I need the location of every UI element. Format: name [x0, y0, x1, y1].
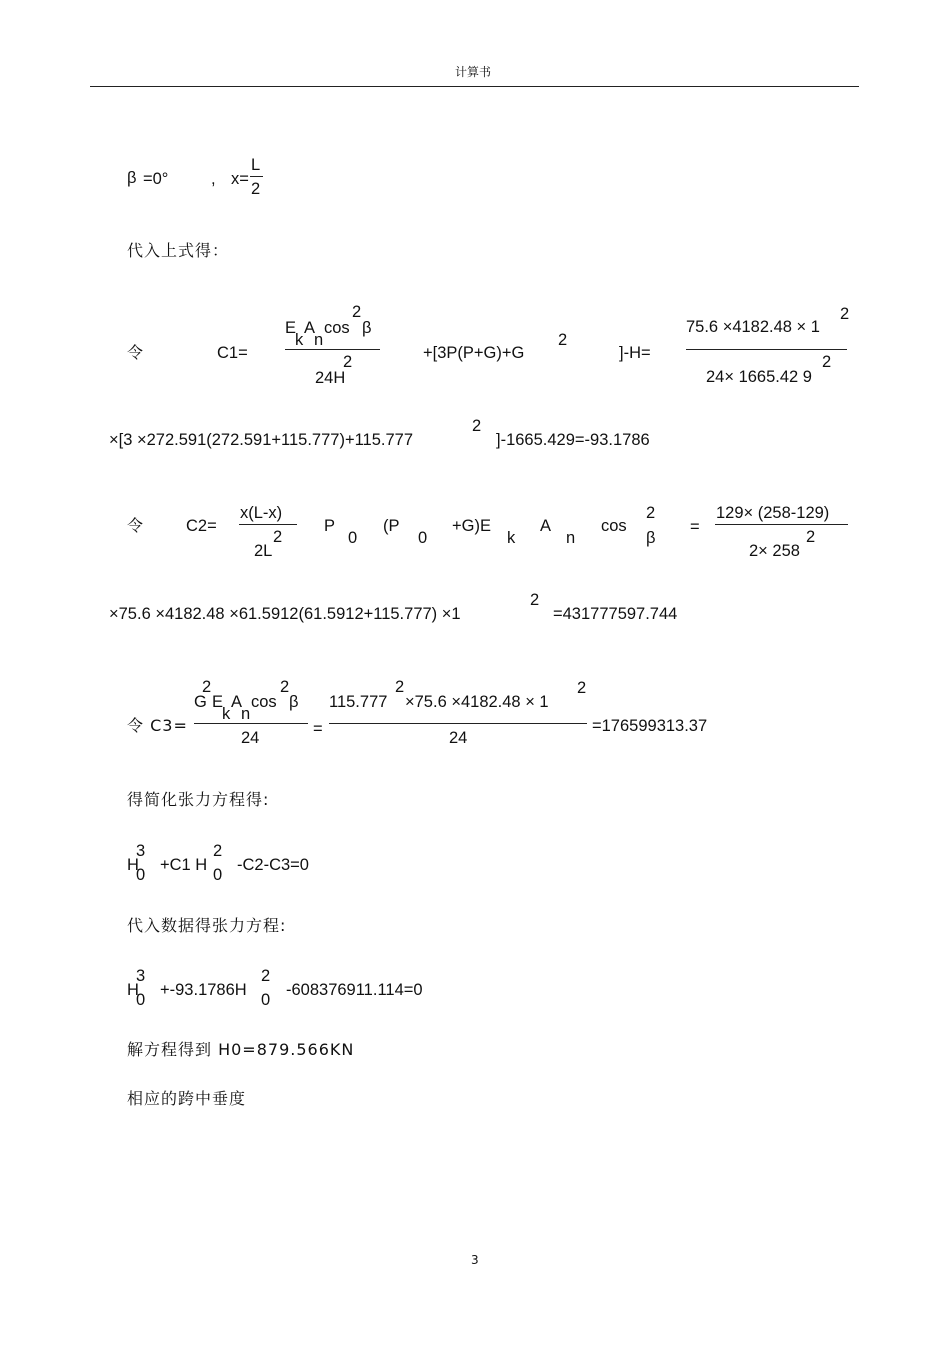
beta-value: =0°	[143, 170, 169, 188]
c1-num-cos: cos	[324, 319, 350, 337]
page-header-title: 计算书	[455, 65, 492, 79]
eq1-sub0b: 0	[213, 866, 223, 884]
c1-ling: 令	[127, 343, 145, 362]
c1-mid: +[3P(P+G)+G	[423, 344, 525, 362]
header-rule	[90, 86, 859, 87]
c1-den-24H: 24H	[315, 369, 346, 387]
c2-beta: β	[646, 529, 656, 547]
c1-rhs-num: 75.6 ×4182.48 × 1	[686, 318, 820, 336]
c3-fraction-line	[194, 723, 308, 724]
eq2-mid: +-93.1786H	[160, 981, 247, 999]
c3-num-cos: cos	[251, 693, 277, 711]
c1-num-sq: 2	[352, 303, 362, 321]
c3-rhs-num-rest: ×75.6 ×4182.48 × 1	[405, 693, 549, 711]
c1-num-A: A	[304, 319, 316, 337]
eq2-sup2: 2	[261, 967, 271, 985]
c2-GE: +G)E	[452, 517, 491, 535]
eq1-sup2: 2	[213, 842, 223, 860]
eq1-end: -C2-C3=0	[237, 856, 309, 874]
c2-rhs-fraction-line	[715, 524, 848, 525]
c2-cos: cos	[601, 517, 627, 535]
c2-P: P	[324, 517, 336, 535]
c2-sub0a: 0	[348, 529, 358, 547]
page-number: 3	[471, 1253, 479, 1267]
c2-frac-den: 2L	[254, 542, 273, 560]
c1-rhs-den: 24× 1665.42 9	[706, 368, 812, 386]
c2-frac-num: x(L-x)	[240, 504, 283, 522]
c2-sub0b: 0	[418, 529, 428, 547]
c3-num-k: k	[222, 705, 231, 723]
c3-num-G: G	[194, 693, 207, 711]
eq1-mid: +C1 H	[160, 856, 208, 874]
eq1-H: H	[127, 856, 139, 874]
midspan-text: 相应的跨中垂度	[127, 1089, 247, 1108]
c1-line2: ×[3 ×272.591(272.591+115.777)+115.777	[109, 431, 414, 449]
c2-eq: =	[690, 518, 700, 536]
c3-num-beta: β	[289, 693, 299, 711]
c2-frac-den-sq: 2	[273, 528, 283, 546]
eq2-end: -608376911.114=0	[286, 981, 423, 999]
c1-num-n: n	[314, 331, 324, 349]
c3-rhs-num-sq2: 2	[577, 679, 587, 697]
c3-rhs-fraction-line	[329, 723, 587, 724]
eq1-sub0: 0	[136, 866, 146, 884]
x-fraction-den: 2	[251, 180, 261, 198]
c3-rhs-num-sq1: 2	[395, 678, 405, 696]
eq2-sub0: 0	[136, 991, 146, 1009]
c2-Pp: (P	[383, 517, 400, 535]
c1-end: ]-H=	[619, 344, 651, 362]
c3-num-A: A	[231, 693, 243, 711]
c3-num-sq: 2	[280, 678, 290, 696]
c2-line2-sq: 2	[530, 591, 540, 609]
c2-rhs-den-sq: 2	[806, 528, 816, 546]
c2-ling: 令	[127, 516, 145, 535]
x-fraction-line	[250, 176, 263, 177]
c2-cos-sq: 2	[646, 504, 656, 522]
c3-num-n: n	[241, 705, 251, 723]
c1-rhs-fraction-line	[686, 349, 847, 350]
beta-symbol: β	[127, 169, 137, 187]
c3-rhs-den: 24	[449, 729, 468, 747]
comma: ,	[211, 170, 216, 188]
c3-eq: =	[313, 720, 323, 738]
c1-fraction-line	[285, 349, 380, 350]
c3-label: 令 C3=	[127, 716, 188, 735]
c2-A: A	[540, 517, 552, 535]
c3-den: 24	[241, 729, 260, 747]
simplified-text: 得简化张力方程得:	[127, 790, 270, 809]
eq1-sup3: 3	[136, 842, 146, 860]
c1-num-E: E	[285, 319, 297, 337]
c1-num-beta: β	[362, 319, 372, 337]
c1-line2-end: ]-1665.429=-93.1786	[496, 431, 650, 449]
c3-num-Gsq: 2	[202, 678, 212, 696]
c1-label: C1=	[217, 344, 248, 362]
c1-rhs-num-sq: 2	[840, 305, 850, 323]
c2-rhs-den: 2× 258	[749, 542, 800, 560]
c2-line2: ×75.6 ×4182.48 ×61.5912(61.5912+115.777) ×1	[109, 605, 461, 623]
c2-frac-line	[239, 524, 297, 525]
c3-num-E: E	[212, 693, 224, 711]
x-fraction-num: L	[251, 156, 261, 174]
c2-line2-end: =431777597.744	[553, 605, 678, 623]
solve-text: 解方程得到 H0=879.566KN	[127, 1040, 355, 1059]
c1-den-sq: 2	[343, 353, 353, 371]
substitute-text: 代入上式得：	[127, 241, 230, 260]
c2-k: k	[507, 529, 516, 547]
c2-rhs-num: 129× (258-129)	[716, 504, 830, 522]
c2-label: C2=	[186, 517, 217, 535]
c3-result: =176599313.37	[592, 717, 708, 735]
eq2-H: H	[127, 981, 139, 999]
c2-n: n	[566, 529, 576, 547]
c1-line2-sq: 2	[472, 417, 482, 435]
eq2-sub0b: 0	[261, 991, 271, 1009]
c1-num-k: k	[295, 331, 304, 349]
c1-mid-sq: 2	[558, 331, 568, 349]
x-label: x=	[231, 170, 249, 188]
substitute-data-text: 代入数据得张力方程:	[127, 916, 287, 935]
eq2-sup3: 3	[136, 967, 146, 985]
c3-rhs-num: 115.777	[329, 693, 388, 711]
c1-rhs-den-sq: 2	[822, 353, 832, 371]
